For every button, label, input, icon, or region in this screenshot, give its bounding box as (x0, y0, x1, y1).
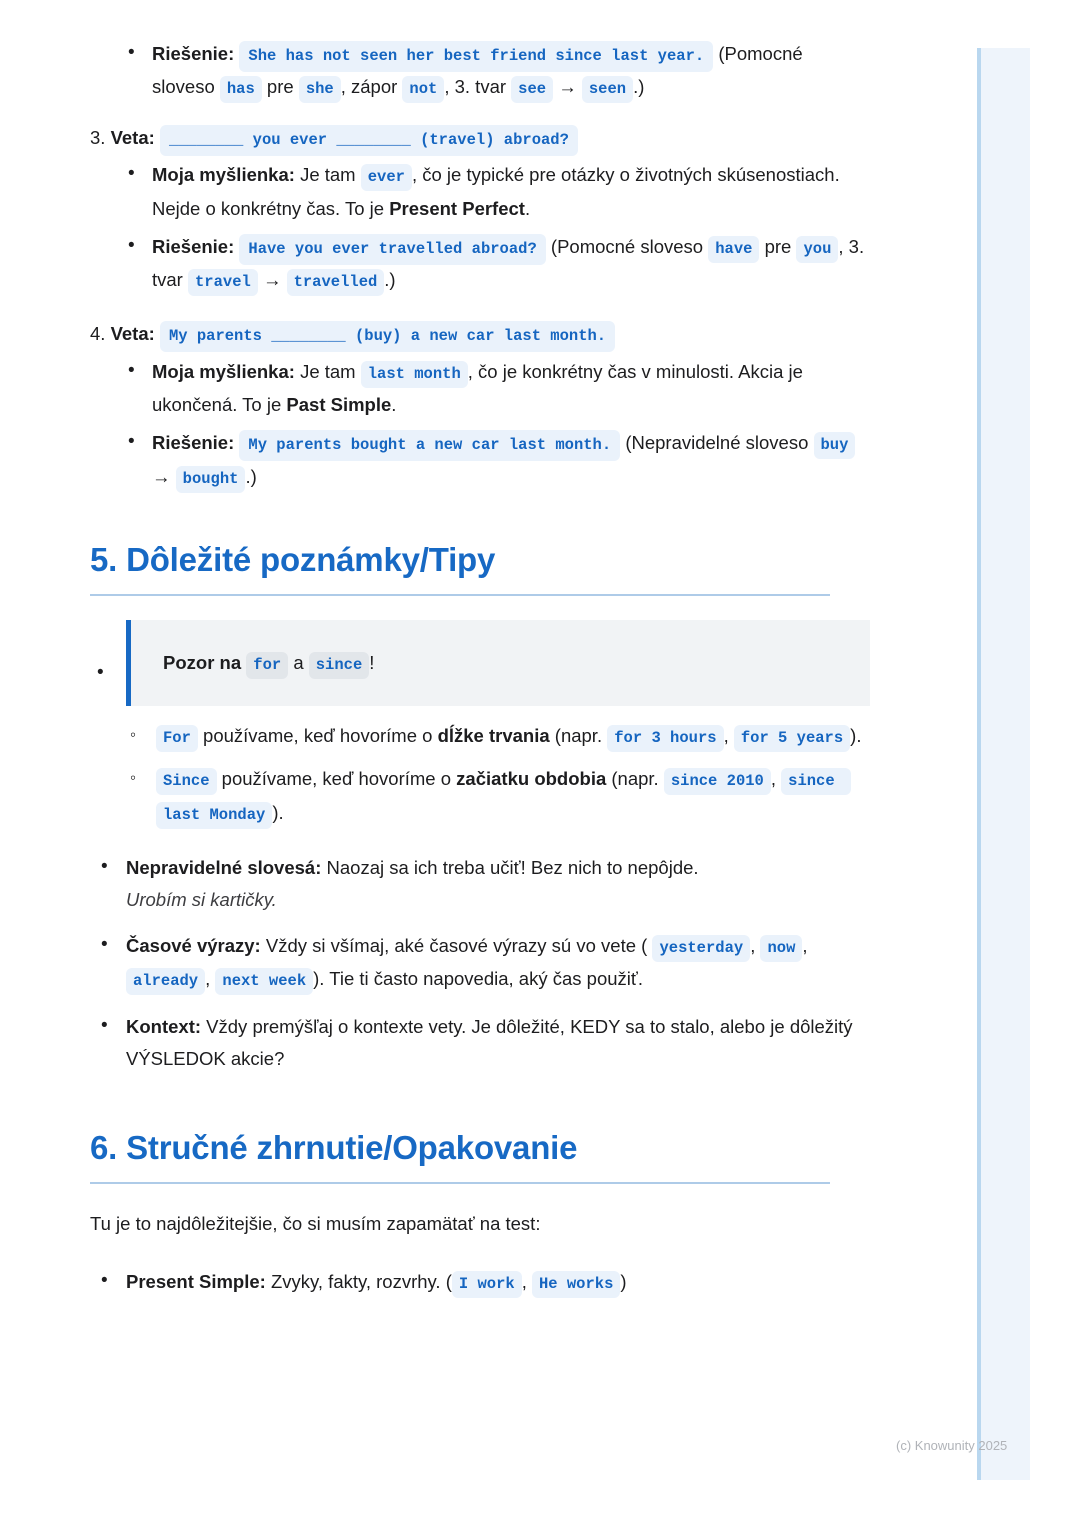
explanation-mid-1: pre (764, 235, 792, 257)
section-5 (90, 540, 870, 1074)
code-For: For (156, 725, 198, 752)
code-travelled: travelled (287, 269, 385, 296)
exercise-4-number: 4. (90, 323, 106, 345)
code-Since: Since (156, 768, 217, 795)
sub-text-mid: (napr. (611, 768, 659, 790)
riesenie-label: Riešenie: (152, 235, 235, 257)
list-item (94, 1011, 870, 1075)
right-side-panel (977, 48, 1030, 1480)
exercise-4-sentence-code: My parents ________ (buy) a new car last month. (160, 321, 615, 352)
separator: , (521, 1270, 527, 1292)
list-item (126, 427, 870, 494)
sub-comma: , (770, 768, 776, 790)
code-example-1: for 3 hours (607, 725, 723, 752)
code-see: see (511, 76, 553, 103)
exercise-3-sentence-line (90, 123, 870, 155)
separator: , (750, 934, 756, 956)
exercise-3-bullets (90, 159, 870, 297)
sub-bold-phrase: dĺžke trvania (437, 725, 550, 747)
tip-italic-note: Urobím si kartičky. (126, 889, 277, 911)
summary-list (90, 1266, 870, 1299)
important-note-box (126, 620, 870, 706)
explanation-open: (Nepravidelné sloveso (625, 432, 809, 454)
list-item (94, 852, 870, 916)
paren-close: ) (620, 1270, 627, 1292)
summary-label: Present Simple: (126, 1270, 266, 1292)
code-have: have (708, 236, 759, 263)
thought-text-after: , čo je typické pre otázky o životných skúsenostiach. Nejde o konkrétny čas. To je (152, 164, 840, 219)
sub-text-before: používame, keď hovoríme o (203, 725, 433, 747)
code-yesterday: yesterday (652, 935, 750, 962)
separator: , (205, 968, 211, 990)
code-bought: bought (176, 466, 246, 493)
tense-name: Past Simple (286, 394, 392, 416)
section-6-intro: Tu je to najdôležitejšie, čo si musím zapamätať na test: (90, 1213, 541, 1235)
code-last-month: last month (361, 361, 468, 388)
code-not: not (402, 76, 444, 103)
code-example-2: for 5 years (734, 725, 850, 752)
tip-text-before: Vždy si všímaj, aké časové výrazy sú vo vete (265, 934, 637, 956)
tips-list (90, 852, 870, 1074)
explanation-mid-2: , zápor (340, 76, 398, 98)
exercise-3-sentence-code: ________ you ever ________ (travel) abroad? (160, 125, 578, 156)
solution-sentence-code: My parents bought a new car last month. (239, 430, 620, 461)
tip-text: Vždy premýšľaj o kontexte vety. Je dôležité, KEDY sa to stalo, alebo je dôležitý VÝSLEDOK akcie? (126, 1015, 853, 1069)
code-travel: travel (188, 269, 258, 296)
exercise-2-bullets (90, 38, 870, 105)
sub-text-before: používame, keď hovoríme o (221, 768, 452, 790)
list-item (126, 38, 870, 105)
exercise-3-number: 3. (90, 126, 106, 148)
thought-text-after: , čo je konkrétny čas v minulosti. Akcia je ukončená. To je (152, 360, 803, 416)
explanation-close: .) (384, 269, 396, 290)
veta-label: Veta: (110, 126, 155, 148)
explanation-close: .) (245, 465, 257, 487)
thought-period: . (524, 197, 531, 219)
code-already: already (126, 968, 205, 995)
code-he-works: He works (532, 1271, 620, 1298)
for-since-sub-list (90, 720, 870, 830)
code-for: for (246, 652, 288, 679)
riesenie-label: Riešenie: (152, 432, 235, 454)
code-since: since (309, 652, 370, 679)
section-6-heading: 6. Stručné zhrnutie/Opakovanie (90, 1129, 578, 1167)
tense-name: Present Perfect (389, 197, 525, 219)
sub-text-after: ). (850, 725, 862, 747)
separator: , (802, 934, 808, 956)
solution-sentence-code: Have you ever travelled abroad? (239, 234, 545, 265)
section-6 (90, 1128, 870, 1298)
code-now: now (760, 935, 802, 962)
thought-text-before: Je tam (300, 360, 356, 382)
arrow-icon: → (152, 465, 171, 487)
section-6-rule (90, 1182, 830, 1184)
tip-label: Kontext: (126, 1015, 202, 1037)
code-example-2: since last Monday (156, 768, 851, 828)
code-i-work: I work (452, 1271, 522, 1298)
list-item (128, 720, 870, 753)
section-5-heading: 5. Dôležité poznámky/Tipy (90, 541, 496, 578)
list-item (128, 763, 870, 830)
sub-comma: , (723, 725, 729, 747)
list-item (126, 159, 870, 224)
sub-text-after: ). (272, 801, 284, 823)
sub-text-mid: (napr. (554, 725, 603, 747)
thought-period: . (391, 394, 397, 416)
code-ever: ever (361, 164, 412, 191)
code-buy: buy (814, 432, 856, 459)
veta-label: Veta: (110, 323, 155, 345)
note-conjunction: a (293, 651, 304, 673)
explanation-mid-2: , 3. tvar (152, 235, 865, 290)
code-you: you (796, 236, 838, 263)
list-item (94, 1266, 870, 1299)
section-5-rule (90, 594, 830, 596)
code-seen: seen (582, 76, 633, 103)
note-exclamation: ! (369, 651, 375, 673)
code-next-week: next week (215, 968, 313, 995)
summary-text: Zvyky, fakty, rozvrhy. ( (270, 1270, 452, 1292)
tip-label: Časové výrazy: (126, 934, 261, 956)
note-title: Pozor na (163, 651, 242, 673)
sub-bold-phrase: začiatku obdobia (456, 768, 607, 790)
list-item (126, 356, 870, 421)
arrow-icon: → (262, 269, 282, 290)
mysliemka-label: Moja myšlienka: (152, 164, 295, 186)
important-note-row (90, 620, 870, 706)
watermark: (c) Knowunity 2025 (896, 1438, 1008, 1453)
tip-text-after: ). Tie ti často napovedia, aký čas použiť. (313, 968, 643, 990)
explanation-mid-1: pre (266, 76, 294, 98)
code-example-1: since 2010 (664, 768, 771, 795)
tip-text: Naozaj sa ich treba učiť! Bez nich to nepôjde. (326, 857, 699, 879)
solution-sentence-code: She has not seen her best friend since last year. (239, 41, 713, 72)
riesenie-label: Riešenie: (152, 43, 235, 64)
explanation-close: .) (633, 76, 645, 98)
list-item (126, 231, 870, 298)
arrow-icon: → (558, 76, 577, 98)
explanation-mid-3: , 3. tvar (444, 76, 507, 98)
code-has: has (220, 76, 262, 103)
paren-open: ( (641, 934, 648, 956)
explanation-open: (Pomocné sloveso (152, 43, 803, 98)
thought-text-before: Je tam (300, 164, 356, 186)
list-item (94, 930, 870, 997)
tip-label: Nepravidelné slovesá: (126, 857, 322, 879)
exercise-4-sentence-line (90, 319, 870, 351)
code-she: she (299, 76, 341, 103)
exercise-4-bullets (90, 356, 870, 494)
explanation-open: (Pomocné sloveso (550, 235, 704, 257)
mysliemka-label: Moja myšlienka: (152, 360, 295, 382)
